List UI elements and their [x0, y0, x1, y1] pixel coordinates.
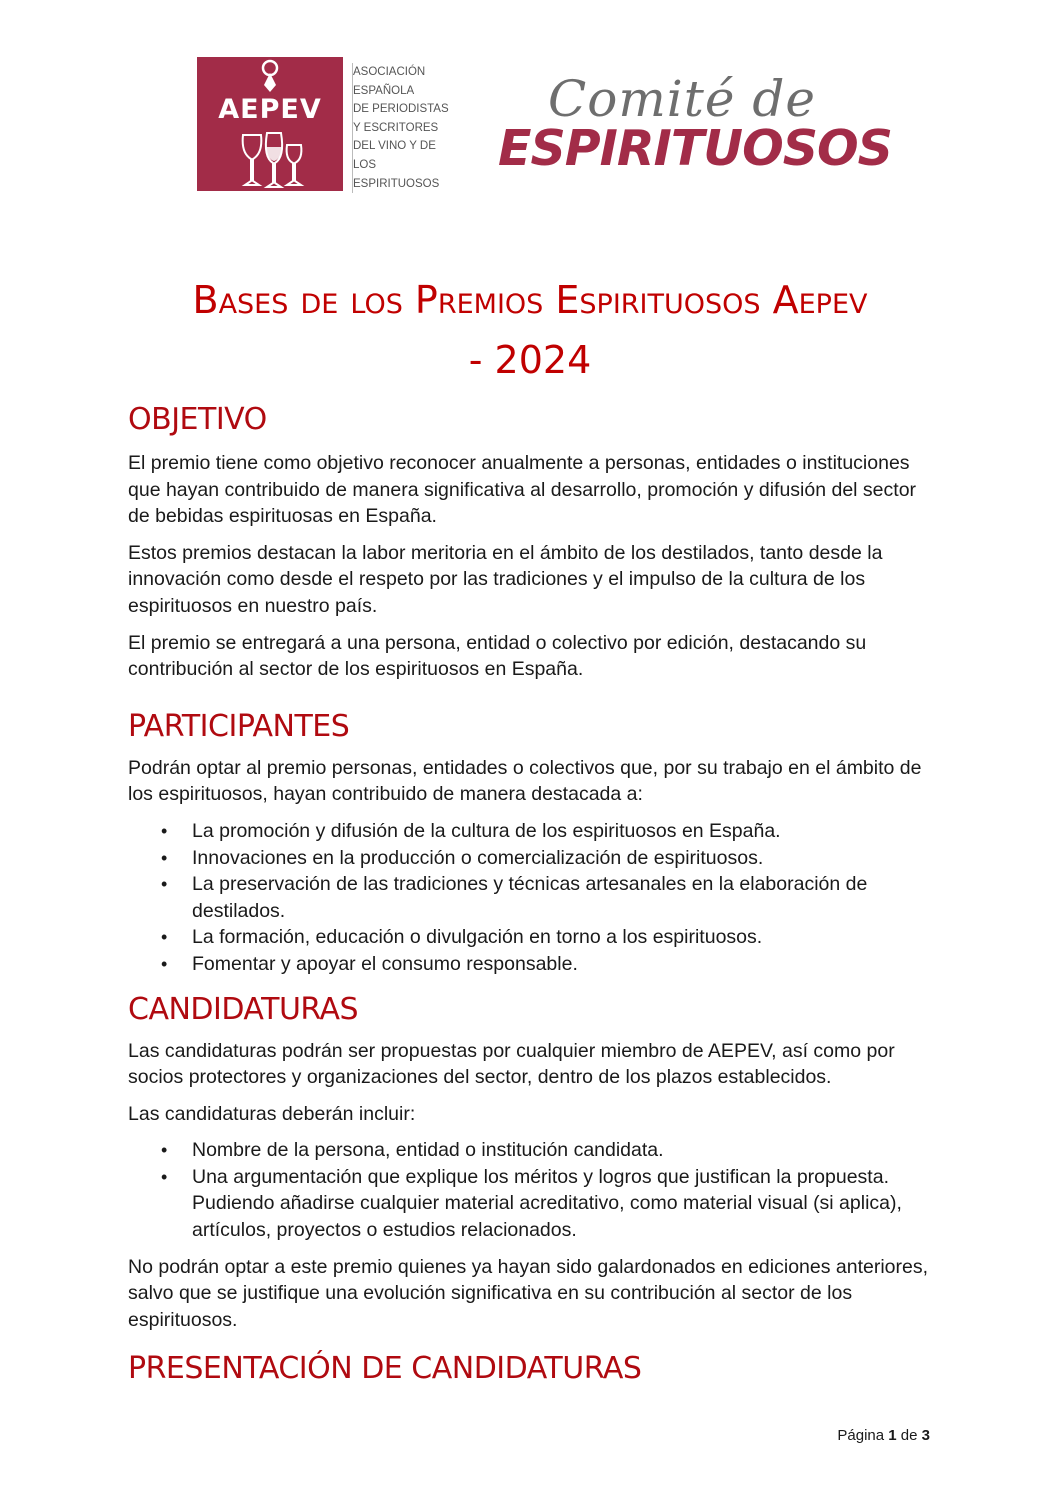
page-current: 1 — [888, 1427, 897, 1444]
paragraph: Las candidaturas deberán incluir: — [128, 1102, 416, 1125]
list-item: • La formación, educación o divulgación en torno a los espirituosos. — [192, 924, 936, 951]
list-item: • La preservación de las tradiciones y técnicas artesanales en la elaboración de destilados. — [192, 871, 936, 924]
list-item: • La promoción y difusión de la cultura de los espirituosos en España. — [192, 818, 936, 845]
page-total: 3 — [921, 1427, 930, 1444]
association-line: DE PERIODISTAS — [353, 103, 449, 116]
aepev-logo-text: AEPEV — [218, 94, 322, 125]
paragraph: Las candidaturas podrán ser propuestas por cualquier miembro de AEPEV, así como por socios protectores y organizaciones del sector, dentro de los plazos establecidos. — [128, 1039, 895, 1089]
association-name — [352, 63, 463, 193]
association-line: ASOCIACIÓN — [353, 66, 426, 78]
association-line: DEL VINO Y DE — [353, 140, 436, 153]
wine-glasses-icon — [237, 131, 307, 189]
list-item: • Innovaciones en la producción o comercialización de espirituosos. — [192, 845, 936, 872]
page-number — [700, 1427, 930, 1444]
document-body — [128, 398, 936, 1391]
pen-nib-icon — [255, 59, 285, 93]
title-line-1: Bases de los Premios Espirituosos Aepev — [192, 278, 868, 322]
association-line: LOS ESPIRITUOSOS — [353, 158, 440, 190]
list-item: • Una argumentación que explique los méritos y logros que justifican la propuesta. Pudiendo añadirse cualquier material acreditativo, como material visual (si aplica), artículos, proyectos o estudios relacionados. — [192, 1164, 936, 1244]
paragraph: Estos premios destacan la labor meritoria en el ámbito de los destilados, tanto desde la innovación como desde el respeto por las tradiciones y el impulso de la cultura de los espirituosos en nuestro país. — [128, 541, 883, 617]
page-title — [110, 270, 950, 390]
section-heading-candidaturas: CANDIDATURAS — [128, 991, 359, 1027]
paragraph: El premio tiene como objetivo reconocer anualmente a personas, entidades o instituciones que hayan contribuido de manera significativa al desarrollo, promoción y difusión del sector de bebidas espirituosas en España. — [128, 452, 917, 528]
comite-main-text: ESPIRITUOSOS — [498, 120, 892, 177]
list-item: • Fomentar y apoyar el consumo responsable. — [192, 951, 936, 978]
participantes-list — [128, 818, 936, 978]
list-item: • Nombre de la persona, entidad o institución candidata. — [192, 1137, 936, 1164]
paragraph: Podrán optar al premio personas, entidades o colectivos que, por su trabajo en el ámbito de los espirituosos, hayan contribuido de manera destacada a: — [128, 756, 922, 806]
candidaturas-list — [128, 1137, 936, 1243]
section-heading-presentacion: PRESENTACIÓN DE CANDIDATURAS — [128, 1351, 642, 1387]
association-line: ESPAÑOLA — [353, 84, 415, 97]
page-label: Página — [837, 1427, 885, 1444]
paragraph: El premio se entregará a una persona, entidad o colectivo por edición, destacando su contribución al sector de los espirituosos en España. — [128, 631, 867, 681]
paragraph: No podrán optar a este premio quienes ya hayan sido galardonados en ediciones anteriores, salvo que se justifique una evolución significativa en su contribución al sector de los espirituosos. — [128, 1255, 929, 1331]
page-of: de — [900, 1427, 918, 1444]
title-line-2: - 2024 — [468, 338, 592, 382]
aepev-logo — [197, 57, 343, 191]
association-line: Y ESCRITORES — [353, 121, 439, 134]
comite-script-text: Comité de — [548, 70, 816, 128]
section-heading-objetivo: OBJETIVO — [128, 402, 267, 437]
section-heading-participantes: PARTICIPANTES — [128, 708, 350, 744]
comite-logo — [498, 70, 892, 185]
